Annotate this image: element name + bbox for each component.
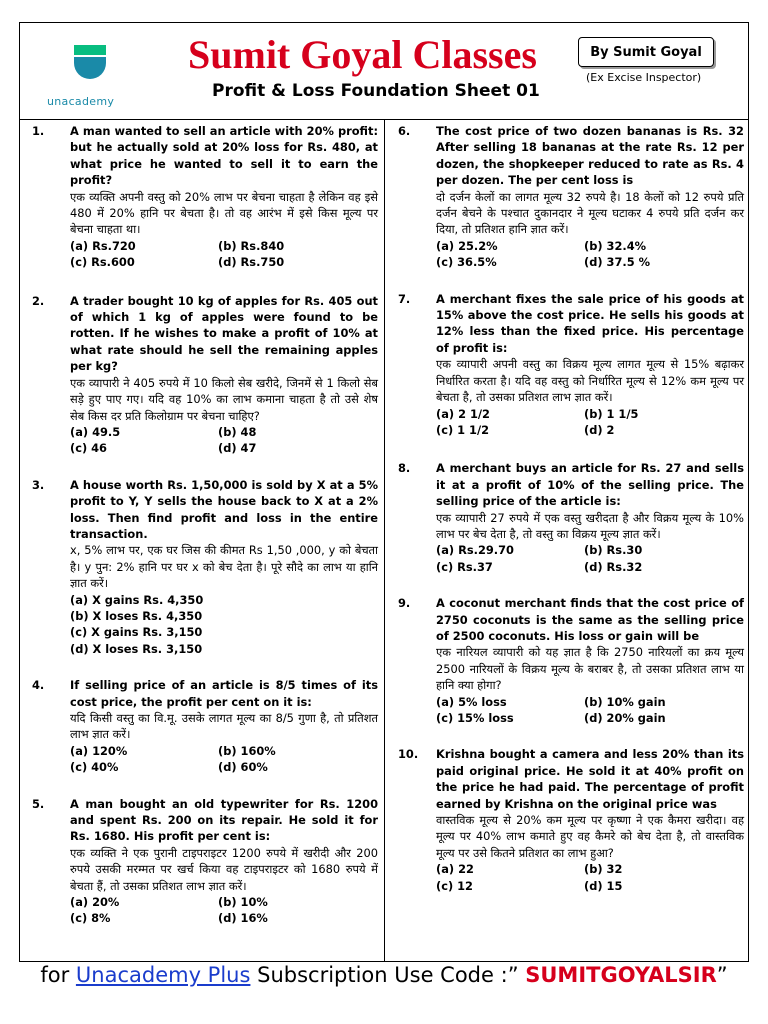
question-english: A house worth Rs. 1,50,000 is sold by X at a 5% profit to Y, Y sells the house back to X at a 2% loss. Then find profit and loss in the entire transaction. <box>70 477 378 541</box>
option-d: (d) X loses Rs. 3,150 <box>70 641 203 656</box>
question-number: 1. <box>32 124 45 138</box>
option-a: (a) 2 1/2 <box>436 406 490 421</box>
option-b: (b) 48 <box>218 424 257 439</box>
question-hindi: एक व्यक्ति ने एक पुरानी टाइपराइटर 1200 रुपये में खरीदी और 200 रुपये उसकी मरम्मत पर खर्च किया वह टाइपराइटर को 1680 रुपये में बेचता हैं, तो उसका प्रतिशत लाभ ज्ञात करें। <box>70 845 378 893</box>
question-hindi: एक व्यापारी अपनी वस्तु का विक्रय मूल्य लागत मूल्य से 15% बढ़ाकर निर्धारित करता है। यदि वह वस्तु को निर्धारित मूल्य से 12% कम मूल्य पर बेचता है, तो उसका प्रतिशत लाभ ज्ञात करें। <box>436 357 744 405</box>
option-c: (c) 15% loss <box>436 711 514 725</box>
option-c: (c) 1 1/2 <box>436 422 490 437</box>
question-6 <box>392 123 744 271</box>
question-english: A merchant fixes the sale price of his goods at 15% above the cost price. He sells his goods at 12% less than the fixed price. His percentage of profit is: <box>436 291 744 355</box>
option-b: (b) 32 <box>584 862 623 877</box>
column-divider <box>384 119 385 961</box>
question-number: 5. <box>32 796 45 811</box>
question-hindi: एक व्यापारी 27 रुपये में एक वस्तु खरीदता है और विक्रय मूल्य के 10% लाभ पर बेच देता है, तो वस्तु का विक्रय मूल्य ज्ञात करें। <box>436 510 744 541</box>
option-d: (d) 15 <box>584 878 623 893</box>
question-5 <box>26 796 378 927</box>
author-badge: By Sumit Goyal <box>578 37 714 67</box>
option-c: (c) 36.5% <box>436 255 497 270</box>
question-hindi: दो दर्जन केलों का लागत मूल्य 32 रुपये है। 18 केलों को 12 रुपये प्रति दर्जन बेचने के पश्चात दुकानदार ने मूल्य घटाकर 4 रुपये प्रति दर्जन कर दिया, तो प्रतिशत हानि ज्ञात करें। <box>436 189 744 237</box>
question-hindi: वास्तविक मूल्य से 20% कम मूल्य पर कृष्णा ने एक कैमरा खरीदा। वह मूल्य पर 40% लाभ कमाते हुए वह कैमरे को बेच देता है, तो वास्तविक मूल्य पर उसे कितने प्रतिशत का लाभ हुआ? <box>436 813 744 860</box>
question-english: A merchant buys an article for Rs. 27 and sells it at a profit of 10% of the selling price. The selling price of the article is: <box>436 461 744 509</box>
page-title: Sumit Goyal Classes <box>188 32 537 77</box>
option-b: (b) 1 1/5 <box>584 406 639 421</box>
option-c: (c) 12 <box>436 878 473 893</box>
sheet-subtitle: Profit & Loss Foundation Sheet 01 <box>212 81 540 101</box>
question-4 <box>26 677 378 775</box>
question-number: 7. <box>398 291 411 306</box>
question-hindi: एक नारियल व्यापारी को यह ज्ञात है कि 2750 नारियलों का क्रय मूल्य 2500 नारियलों के विक्रय मूल्य के बराबर है, तो उसका प्रतिशत लाभ या हानि क्या होगा? <box>436 645 744 693</box>
worksheet-frame <box>19 22 749 962</box>
option-d: (d) Rs.750 <box>218 255 285 270</box>
question-hindi: x, 5% लाभ पर, एक घर जिस की कीमत Rs 1,50 ,000, y को बेचता है। y पुन: 2% हानि पर घर x को बेच देता है। पूरे सौदे का लाभ या हानि ज्ञात करें। <box>70 543 378 591</box>
option-b: (b) Rs.840 <box>218 238 285 253</box>
option-d: (d) 20% gain <box>584 711 666 725</box>
footer-middle: Subscription Use Code :” <box>250 963 526 987</box>
option-b: (b) 10% <box>218 895 268 910</box>
option-a: (a) Rs.720 <box>70 238 136 253</box>
option-a: (a) X gains Rs. 4,350 <box>70 592 204 607</box>
referral-code: SUMITGOYALSIR <box>525 963 717 987</box>
option-c: (c) 46 <box>70 441 107 456</box>
option-d: (d) 60% <box>218 760 268 775</box>
question-english: The cost price of two dozen bananas is Rs. 32 After selling 18 bananas at the rate Rs. 12 per dozen, the shopkeeper reduced to rate as Rs. 4 per dozen. The per cent loss is <box>436 124 744 188</box>
unacademy-plus-link[interactable]: Unacademy Plus <box>75 963 251 987</box>
option-c: (c) Rs.37 <box>436 559 493 574</box>
option-b: (b) Rs.30 <box>584 543 643 558</box>
question-number: 3. <box>32 477 45 492</box>
option-c: (c) 8% <box>70 911 111 926</box>
option-b: (b) 10% gain <box>584 694 666 709</box>
question-1 <box>26 123 378 271</box>
option-a: (a) 25.2% <box>436 238 498 253</box>
option-c: (c) Rs.600 <box>70 255 135 270</box>
option-a: (a) Rs.29.70 <box>436 543 514 558</box>
question-english: A man wanted to sell an article with 20% profit: but he actually sold at 20% loss for Rs. 480, at what price he wanted to sell it to earn the profit? <box>70 124 378 188</box>
question-english: A trader bought 10 kg of apples for Rs. 405 out of which 1 kg of apples were found to be rotten. If he wishes to make a profit of 10% at what rate should he sell the remaining apples per kg? <box>70 293 378 374</box>
option-b: (b) 32.4% <box>584 238 647 253</box>
question-english: If selling price of an article is 8/5 times of its cost price, the profit per cent on it is: <box>70 678 378 709</box>
option-d: (d) 16% <box>218 911 268 926</box>
question-english: A man bought an old typewriter for Rs. 1200 and spent Rs. 200 on its repair. He sold it for Rs. 1680. His profit per cent is: <box>70 796 378 844</box>
question-10 <box>392 746 744 894</box>
question-english: Krishna bought a camera and less 20% than its paid original price. He sold it at 40% profit on the price he had paid. The percentage of profit earned by Krishna on the original price was <box>436 747 744 811</box>
option-d: (d) 47 <box>218 441 257 456</box>
option-a: (a) 20% <box>70 895 120 910</box>
option-c: (c) 40% <box>70 760 119 775</box>
footer-suffix: ” <box>716 963 728 987</box>
option-a: (a) 49.5 <box>70 424 121 439</box>
question-hindi: एक व्यक्ति अपनी वस्तु को 20% लाभ पर बेचना चाहता है लेकिन वह इसे 480 में 20% हानि पर बेचता है। तो वह आरंभ में इसे किस मूल्य पर बेचना चाहता था। <box>70 189 378 237</box>
author-note: (Ex Excise Inspector) <box>586 71 702 84</box>
option-c: (c) X gains Rs. 3,150 <box>70 625 203 640</box>
option-d: (d) 2 <box>584 422 615 437</box>
question-hindi: यदि किसी वस्तु का वि.मू. उसके लागत मूल्य का 8/5 गुणा है, तो प्रतिशत लाभ ज्ञात करें। <box>70 711 378 742</box>
option-d: (d) Rs.32 <box>584 559 643 574</box>
question-number: 2. <box>32 293 45 308</box>
footer-promo <box>0 963 768 987</box>
brand-name: unacademy <box>47 95 115 108</box>
question-8 <box>392 460 744 575</box>
question-number: 6. <box>398 124 411 138</box>
option-b: (b) X loses Rs. 4,350 <box>70 608 203 623</box>
question-2 <box>26 293 378 457</box>
question-number: 4. <box>32 678 45 693</box>
footer-prefix: for <box>40 963 76 987</box>
option-d: (d) 37.5 % <box>584 255 651 270</box>
question-3 <box>26 477 378 657</box>
question-7 <box>392 291 744 439</box>
question-9 <box>392 595 744 726</box>
option-a: (a) 22 <box>436 862 474 877</box>
question-english: A coconut merchant finds that the cost price of 2750 coconuts is the same as the selling price of 2500 coconuts. His loss or gain will be <box>436 596 744 643</box>
unacademy-logo-icon <box>50 41 130 121</box>
question-hindi: एक व्यापारी ने 405 रुपये में 10 किलो सेब खरीदे, जिनमें से 1 किलो सेब सड़े हुए पाए गए। यदि वह 10% का लाभ कमाना चाहता है तो उसे शेष सेब किस दर प्रति किलोग्राम पर बेचना चाहिए? <box>70 375 378 423</box>
right-column <box>392 121 744 894</box>
left-column <box>26 121 378 927</box>
option-b: (b) 160% <box>218 743 276 758</box>
question-number: 10. <box>398 747 419 762</box>
question-number: 8. <box>398 461 411 476</box>
option-a: (a) 5% loss <box>436 694 507 709</box>
question-number: 9. <box>398 596 411 611</box>
option-a: (a) 120% <box>70 743 128 758</box>
header <box>20 23 748 120</box>
